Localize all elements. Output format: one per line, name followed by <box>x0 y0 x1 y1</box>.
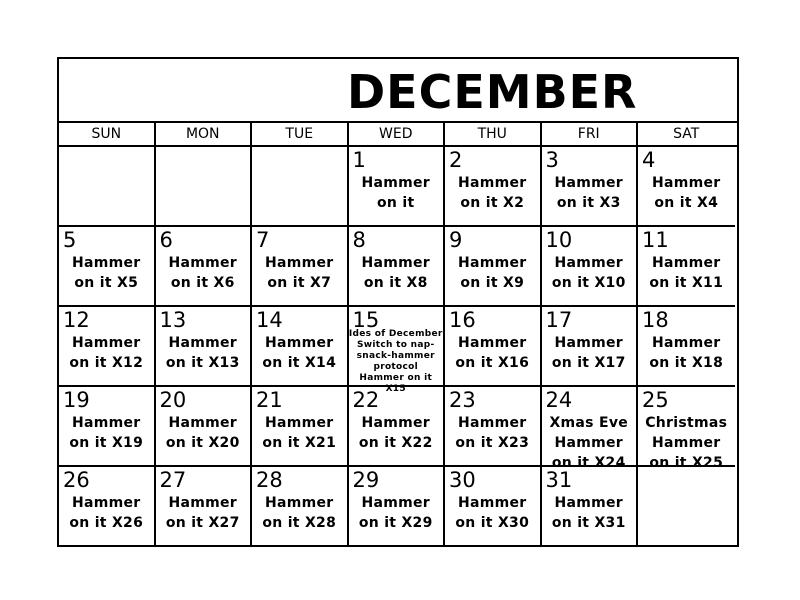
day-number: 9 <box>449 228 463 252</box>
day-note-line: Hammer <box>651 255 721 271</box>
day-number: 6 <box>159 228 173 252</box>
day-cell-8 <box>349 227 446 307</box>
day-note-line: on it X27 <box>165 515 240 531</box>
day-cell-19 <box>59 387 156 467</box>
day-note-line: Hammer <box>554 335 624 351</box>
day-note <box>542 253 637 293</box>
day-cell-12 <box>59 307 156 387</box>
day-note-line: on it X9 <box>460 275 525 291</box>
day-note-line: Switch to nap- <box>356 340 435 350</box>
day-number: 25 <box>642 388 669 412</box>
day-number: 8 <box>352 228 366 252</box>
day-note-line: snack-hammer protocol <box>356 351 435 372</box>
day-cell-5 <box>59 227 156 307</box>
day-number: 18 <box>642 308 669 332</box>
day-note <box>59 493 154 533</box>
day-cell-25 <box>638 387 735 471</box>
day-cell-9 <box>445 227 542 307</box>
day-note-line: Hammer <box>264 415 334 431</box>
day-note-line: on it X31 <box>551 515 626 531</box>
day-cell-11 <box>638 227 735 307</box>
day-cell-15 <box>348 307 446 394</box>
day-cell-13 <box>156 307 253 387</box>
day-note-line: Hammer <box>554 175 624 191</box>
day-note-line: Hammer <box>264 335 334 351</box>
day-note <box>156 493 251 533</box>
day-note-line: on it X28 <box>262 515 337 531</box>
day-note-line: on it X5 <box>74 275 139 291</box>
day-note <box>59 253 154 293</box>
day-number: 20 <box>159 388 187 412</box>
day-note <box>445 493 540 533</box>
day-number: 28 <box>256 468 283 492</box>
day-note <box>156 333 251 373</box>
day-cell-30 <box>445 467 542 547</box>
day-note-line: Hammer <box>361 175 431 191</box>
day-note-line: on it X24 <box>551 455 626 471</box>
day-note-line: Hammer <box>457 335 527 351</box>
day-note-line: on it X14 <box>262 355 337 371</box>
day-note-line: Hammer <box>168 335 238 351</box>
day-note-line: Hammer <box>264 495 334 511</box>
day-note <box>349 413 444 453</box>
day-note-line: Hammer <box>651 175 721 191</box>
day-note-line: on it X10 <box>551 275 626 291</box>
day-number: 10 <box>545 228 573 252</box>
day-cell-31 <box>542 467 639 547</box>
day-note-line: Hammer <box>361 255 431 271</box>
day-note-line: on it X29 <box>358 515 433 531</box>
weekday-tue: TUE <box>252 123 349 145</box>
day-note <box>59 413 154 453</box>
day-note <box>445 253 540 293</box>
day-cell-21 <box>252 387 349 467</box>
day-number: 13 <box>159 308 187 332</box>
day-note-line: Hammer <box>457 255 527 271</box>
weekday-thu: THU <box>445 123 542 145</box>
day-number: 29 <box>352 468 380 492</box>
day-note <box>349 329 444 395</box>
day-note-line: on it X21 <box>262 435 337 451</box>
day-number: 17 <box>545 308 573 332</box>
day-note <box>252 253 347 293</box>
day-number: 4 <box>642 148 656 172</box>
day-cell-17 <box>542 307 639 387</box>
day-note-line: Hammer <box>651 335 721 351</box>
weekday-mon: MON <box>156 123 253 145</box>
day-note <box>349 253 444 293</box>
day-note-line: Hammer <box>71 495 141 511</box>
day-cell-26 <box>59 467 156 547</box>
day-number: 7 <box>256 228 270 252</box>
day-note <box>638 413 735 473</box>
day-number: 11 <box>642 228 669 252</box>
day-note-line: Hammer on it X15 <box>359 373 433 394</box>
day-number: 3 <box>545 148 559 172</box>
day-cell-20 <box>156 387 253 467</box>
empty-day-cell <box>252 147 349 227</box>
december-calendar <box>57 57 739 547</box>
day-number: 22 <box>352 388 380 412</box>
day-number: 5 <box>63 228 77 252</box>
day-cell-22 <box>349 387 446 467</box>
day-cell-24 <box>542 387 639 471</box>
day-number: 15 <box>352 308 380 332</box>
weekday-fri: FRI <box>542 123 639 145</box>
day-note-line: on it X20 <box>165 435 240 451</box>
day-note-line: Xmas Eve <box>549 415 629 431</box>
day-cell-7 <box>252 227 349 307</box>
weekday-sat: SAT <box>673 126 700 142</box>
day-note-line: on it X17 <box>551 355 626 371</box>
day-note-line: Hammer <box>71 255 141 271</box>
day-number: 27 <box>159 468 187 492</box>
day-note-line: on it X3 <box>556 195 621 211</box>
day-number: 2 <box>449 148 463 172</box>
day-note-line: Christmas <box>645 415 728 431</box>
empty-day-cell <box>638 467 735 547</box>
day-note-line: Hammer <box>264 255 334 271</box>
day-note <box>349 493 444 533</box>
weekday-sun: SUN <box>59 123 156 145</box>
day-note-line: on it X12 <box>69 355 144 371</box>
day-note <box>638 333 735 373</box>
day-note-line: on it X7 <box>267 275 332 291</box>
day-number: 30 <box>449 468 476 492</box>
day-note <box>156 413 251 453</box>
day-note-line: on it X16 <box>455 355 530 371</box>
day-note-line: on it X18 <box>649 355 724 371</box>
day-note-line: on it X13 <box>165 355 240 371</box>
day-note <box>542 333 637 373</box>
day-note <box>638 253 735 293</box>
day-note-line: on it X23 <box>455 435 530 451</box>
day-note <box>156 253 251 293</box>
day-note-line: Hammer <box>554 435 624 451</box>
day-number: 1 <box>352 148 366 172</box>
day-note-line: Hammer <box>168 495 238 511</box>
empty-day-cell <box>156 147 253 227</box>
day-number: 23 <box>449 388 476 412</box>
day-note-line: Hammer <box>361 415 431 431</box>
day-cell-3 <box>542 147 639 227</box>
weekday-header-row <box>59 123 737 147</box>
day-grid <box>59 147 737 545</box>
day-number: 24 <box>545 388 573 412</box>
day-number: 19 <box>63 388 90 412</box>
empty-day-cell <box>59 147 156 227</box>
day-note-line: on it X25 <box>649 455 724 471</box>
day-cell-27 <box>156 467 253 547</box>
day-number: 21 <box>256 388 283 412</box>
day-note <box>445 413 540 453</box>
day-cell-16 <box>445 307 542 387</box>
day-cell-23 <box>445 387 542 467</box>
weekday-wed: WED <box>349 123 446 145</box>
day-note <box>445 333 540 373</box>
title-row <box>59 59 737 123</box>
day-note-line: on it X30 <box>455 515 530 531</box>
day-cell-1 <box>349 147 446 227</box>
day-cell-6 <box>156 227 253 307</box>
day-note <box>542 413 637 473</box>
day-note <box>542 173 637 213</box>
day-note-line: Hammer <box>71 415 141 431</box>
day-note-line: Hammer <box>168 255 238 271</box>
day-cell-10 <box>542 227 639 307</box>
day-note-line: on it X6 <box>170 275 235 291</box>
day-number: 12 <box>63 308 90 332</box>
day-note-line: Hammer <box>554 495 624 511</box>
day-note-line: on it X22 <box>358 435 433 451</box>
day-note <box>445 173 540 213</box>
day-note <box>349 173 444 213</box>
day-note-line: Ides of December <box>348 329 443 339</box>
day-note <box>59 333 154 373</box>
day-cell-28 <box>252 467 349 547</box>
day-note-line: Hammer <box>457 175 527 191</box>
day-note-line: on it X26 <box>69 515 144 531</box>
day-note-line: on it X4 <box>654 195 719 211</box>
day-note-line: on it X2 <box>460 195 525 211</box>
day-cell-18 <box>638 307 735 387</box>
day-note <box>252 413 347 453</box>
day-cell-14 <box>252 307 349 387</box>
day-cell-2 <box>445 147 542 227</box>
day-note-line: Hammer <box>651 435 721 451</box>
day-note-line: Hammer <box>457 415 527 431</box>
day-note-line: on it X11 <box>649 275 724 291</box>
day-note <box>252 333 347 373</box>
day-note <box>252 493 347 533</box>
day-note-line: Hammer <box>71 335 141 351</box>
day-number: 14 <box>256 308 283 332</box>
day-number: 16 <box>449 308 476 332</box>
day-number: 31 <box>545 468 573 492</box>
month-title: DECEMBER <box>347 65 638 119</box>
day-note-line: Hammer <box>168 415 238 431</box>
day-cell-4 <box>638 147 735 227</box>
day-note-line: Hammer <box>554 255 624 271</box>
day-note-line: on it X19 <box>69 435 144 451</box>
day-note-line: Hammer <box>361 495 431 511</box>
day-note <box>542 493 637 533</box>
day-cell-29 <box>349 467 446 547</box>
day-note-line: on it <box>377 195 415 211</box>
day-note-line: on it X8 <box>363 275 428 291</box>
day-note-line: Hammer <box>457 495 527 511</box>
day-note <box>638 173 735 213</box>
day-number: 26 <box>63 468 90 492</box>
